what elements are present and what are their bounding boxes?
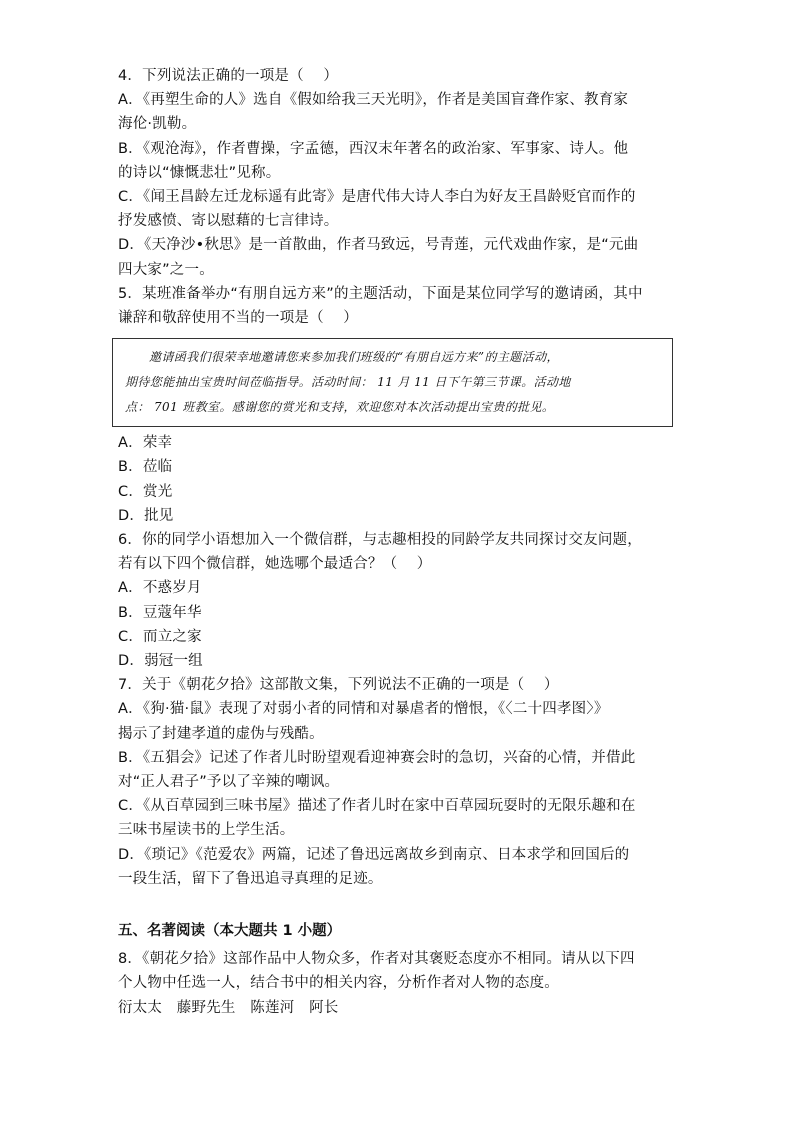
question-4 xyxy=(118,64,678,282)
invitation-line-3: 点： 701 班教室。感谢您的赏光和支持，欢迎您对本次活动提出宝贵的批见。 xyxy=(125,400,555,415)
invitation-line-2: 期待您能抽出宝贵时间莅临指导。活动时间： 11 月 11 日下午第三节课。活动地 xyxy=(125,375,571,390)
invitation-box xyxy=(112,338,673,427)
question-4-option-b-line-1: B．《观沧海》，作者曹操，字孟德，西汉末年著名的政治家、军事家、诗人。他 xyxy=(118,140,629,157)
question-5-option-a: A．荣幸 xyxy=(118,435,173,452)
question-4-option-c-line-1: C．《闻王昌龄左迁龙标遥有此寄》是唐代伟大诗人李白为好友王昌龄贬官而作的 xyxy=(118,189,636,206)
question-5-stem-line-2: 谦辞和敬辞使用不当的一项是（ ） xyxy=(118,310,359,327)
question-6-option-b: B．豆蔻年华 xyxy=(118,604,202,621)
question-7 xyxy=(118,673,678,891)
question-7-option-d-line-1: D．《琐记》《范爱农》两篇，记述了鲁迅远离故乡到南京、日本求学和回国后的 xyxy=(118,846,630,863)
question-8-names: 衍太太 藤野先生 陈莲河 阿长 xyxy=(118,999,339,1016)
question-6-stem-line-2: 若有以下四个微信群，她选哪个最适合？（ ） xyxy=(118,556,432,573)
question-6-option-c: C．而立之家 xyxy=(118,628,202,645)
question-5-option-d: D．批见 xyxy=(118,507,174,524)
question-7-option-a-line-1: A．《狗·猫·鼠》表现了对弱小者的同情和对暴虐者的憎恨，《〈二十四孝图〉》 xyxy=(118,701,609,718)
question-5-stem-line-1: 5．某班准备举办“有朋自远方来”的主题活动，下面是某位同学写的邀请函，其中 xyxy=(118,285,643,302)
question-7-option-b-line-1: B．《五猖会》记述了作者儿时盼望观看迎神赛会时的急切，兴奋的心情，并借此 xyxy=(118,749,636,766)
section-5-heading: 五、名著阅读（本大题共 1 小题） xyxy=(118,923,342,940)
question-6-option-d: D．弱冠一组 xyxy=(118,653,203,670)
question-5-option-c: C．赏光 xyxy=(118,483,173,500)
question-4-option-a-line-2: 海伦·凯勒。 xyxy=(118,116,197,133)
question-4-option-d-line-2: 四大家”之一。 xyxy=(118,261,214,278)
question-5-option-b: B．莅临 xyxy=(118,459,173,476)
question-7-option-a-line-2: 揭示了封建孝道的虚伪与残酷。 xyxy=(118,725,324,742)
question-7-option-d-line-2: 一段生活，留下了鲁迅追寻真理的足迹。 xyxy=(118,870,383,887)
question-8 xyxy=(118,947,678,1020)
question-5 xyxy=(118,282,678,528)
question-4-option-c-line-2: 抒发感愤、寄以慰藉的七言律诗。 xyxy=(118,213,339,230)
question-6 xyxy=(118,528,678,673)
question-7-stem: 7．关于《朝花夕拾》这部散文集，下列说法不正确的一项是（ ） xyxy=(118,677,559,694)
question-8-stem-line-2: 个人物中任选一人，结合书中的相关内容，分析作者对人物的态度。 xyxy=(118,975,559,992)
question-6-stem-line-1: 6．你的同学小语想加入一个微信群，与志趣相投的同龄学友共同探讨交友问题， xyxy=(118,532,642,549)
question-4-stem: 4．下列说法正确的一项是（ ） xyxy=(118,68,339,84)
question-7-option-b-line-2: 对“正人君子”予以了辛辣的嘲讽。 xyxy=(118,774,340,791)
exam-page xyxy=(118,64,678,1020)
question-6-option-a: A．不惑岁月 xyxy=(118,580,202,597)
question-7-option-c-line-2: 三味书屋读书的上学生活。 xyxy=(118,822,295,839)
question-4-option-d-line-1: D．《天净沙•秋思》是一首散曲，作者马致远，号青莲，元代戏曲作家，是“元曲 xyxy=(118,237,639,254)
question-4-option-a-line-1: A．《再塑生命的人》选自《假如给我三天光明》，作者是美国盲聋作家、教育家 xyxy=(118,92,629,109)
question-4-option-b-line-2: 的诗以“慷慨悲壮”见称。 xyxy=(118,164,281,181)
question-8-stem-line-1: 8．《朝花夕拾》这部作品中人物众多，作者对其褒贬态度亦不相同。请从以下四 xyxy=(118,951,635,968)
question-7-option-c-line-1: C．《从百草园到三味书屋》描述了作者儿时在家中百草园玩耍时的无限乐趣和在 xyxy=(118,798,636,815)
invitation-line-1: 邀请函我们很荣幸地邀请您来参加我们班级的“有朋自远方来”的主题活动， xyxy=(149,350,559,365)
